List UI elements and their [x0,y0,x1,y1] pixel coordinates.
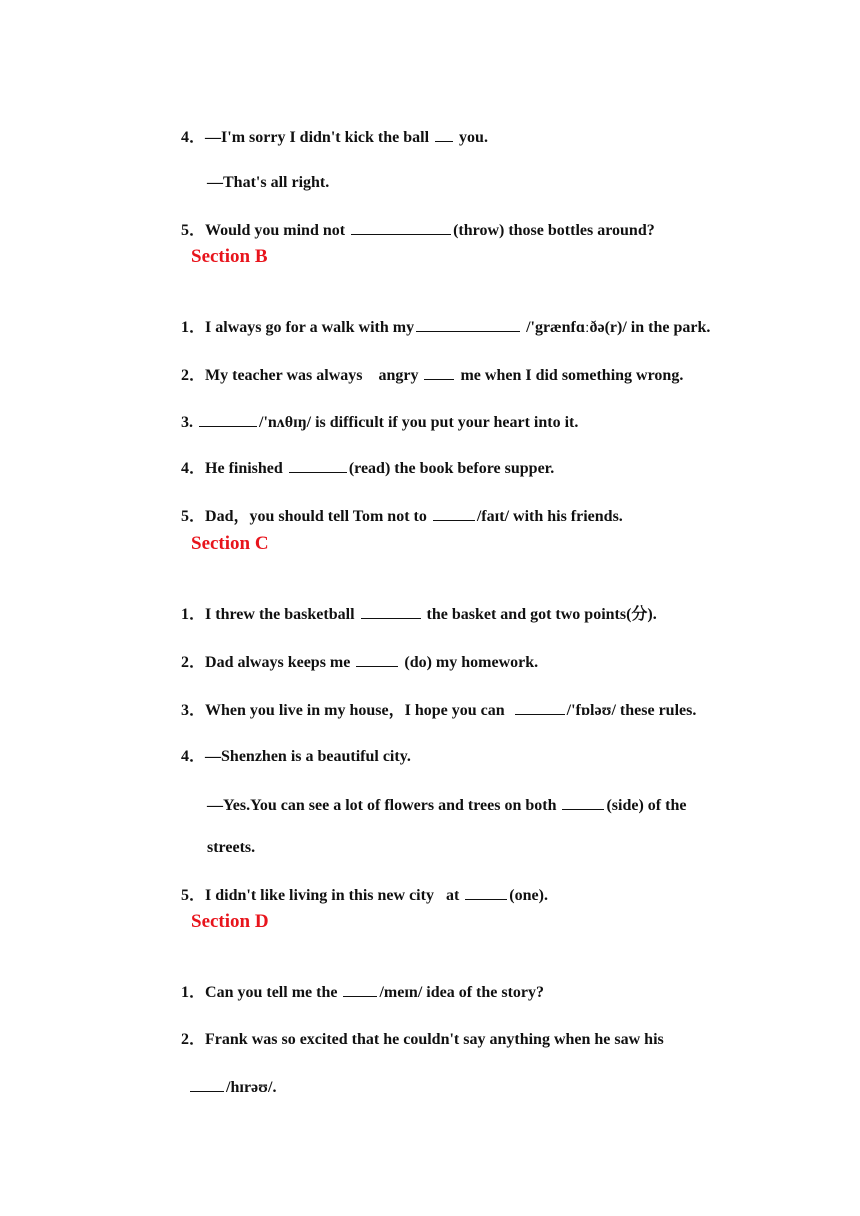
question-text: /meɪn/ idea of the story? [379,984,545,1001]
question-text: He finished [205,460,287,477]
answer-blank[interactable] [433,505,475,521]
question-text: Dad，you should tell Tom not to [205,508,431,525]
question-text: —I'm sorry I didn't kick the ball [205,129,434,146]
question-number: 4． [181,460,206,477]
question-number: 4． [181,748,206,765]
question-text: (do) my homework. [400,654,539,671]
question-text: Dad always keeps me [205,654,355,671]
question-text: Frank was so excited that he couldn't say anything when he saw his [205,1031,664,1048]
question-text: me when I did something wrong. [456,367,684,384]
question-d2-continued [172,1056,276,1118]
question-number: 4． [181,129,206,146]
question-number: 2． [181,367,206,384]
answer-blank[interactable] [515,699,565,715]
question-number: 3． [181,702,206,719]
answer-blank[interactable] [356,651,398,667]
question-text: I threw the basketball [205,606,359,623]
question-text: /'grænfɑːðə(r)/ in the park. [522,319,711,336]
answer-blank[interactable] [343,981,377,997]
question-text: /'nʌθɪŋ/ is difficult if you put your heart into it. [259,414,579,431]
question-number: 1． [181,319,206,336]
question-text: I always go for a walk with my [205,319,415,336]
question-text: Would you mind not [205,222,350,239]
answer-blank[interactable] [435,126,453,142]
question-text: Can you tell me the [205,984,342,1001]
question-text: the basket and got two points(分). [422,606,657,623]
question-text: /'fɒləʊ/ these rules. [566,702,697,719]
question-text: /hɪrəʊ/. [226,1079,277,1096]
question-text: you. [455,129,488,146]
question-number: 3. [181,414,197,431]
answer-blank[interactable] [424,364,454,380]
section-heading-c: Section C [191,533,269,554]
question-text: I didn't like living in this new city at [205,887,464,904]
section-heading-d: Section D [191,911,269,932]
section-heading-b: Section B [191,246,268,267]
question-text: (read) the book before supper. [348,460,555,477]
question-text: (one). [509,887,548,904]
answer-blank[interactable] [416,316,520,332]
answer-c4-line1 [191,774,686,836]
question-number: 2． [181,654,206,671]
response-text: —That's all right. [207,174,330,191]
answer-blank[interactable] [190,1076,224,1092]
answer-blank[interactable] [465,884,507,900]
question-number: 5． [181,508,206,525]
answer-blank[interactable] [361,603,421,619]
question-text: (throw) those bottles around? [453,222,655,239]
answer-blank[interactable] [351,219,451,235]
answer-blank[interactable] [199,411,257,427]
question-number: 1． [181,606,206,623]
response-text: streets. [207,839,256,856]
question-text: —Shenzhen is a beautiful city. [205,748,411,765]
question-text: My teacher was always angry [205,367,423,384]
answer-blank[interactable] [562,794,604,810]
question-number: 5． [181,222,206,239]
response-text: —Yes.You can see a lot of flowers and trees on both [207,797,561,814]
question-text: /faɪt/ with his friends. [476,508,623,525]
question-text: When you live in my house，I hope you can [205,702,513,719]
question-number: 1． [181,984,206,1001]
question-number: 5． [181,887,206,904]
question-number: 2． [181,1031,206,1048]
response-text: (side) of the [606,797,687,814]
answer-blank[interactable] [289,457,347,473]
